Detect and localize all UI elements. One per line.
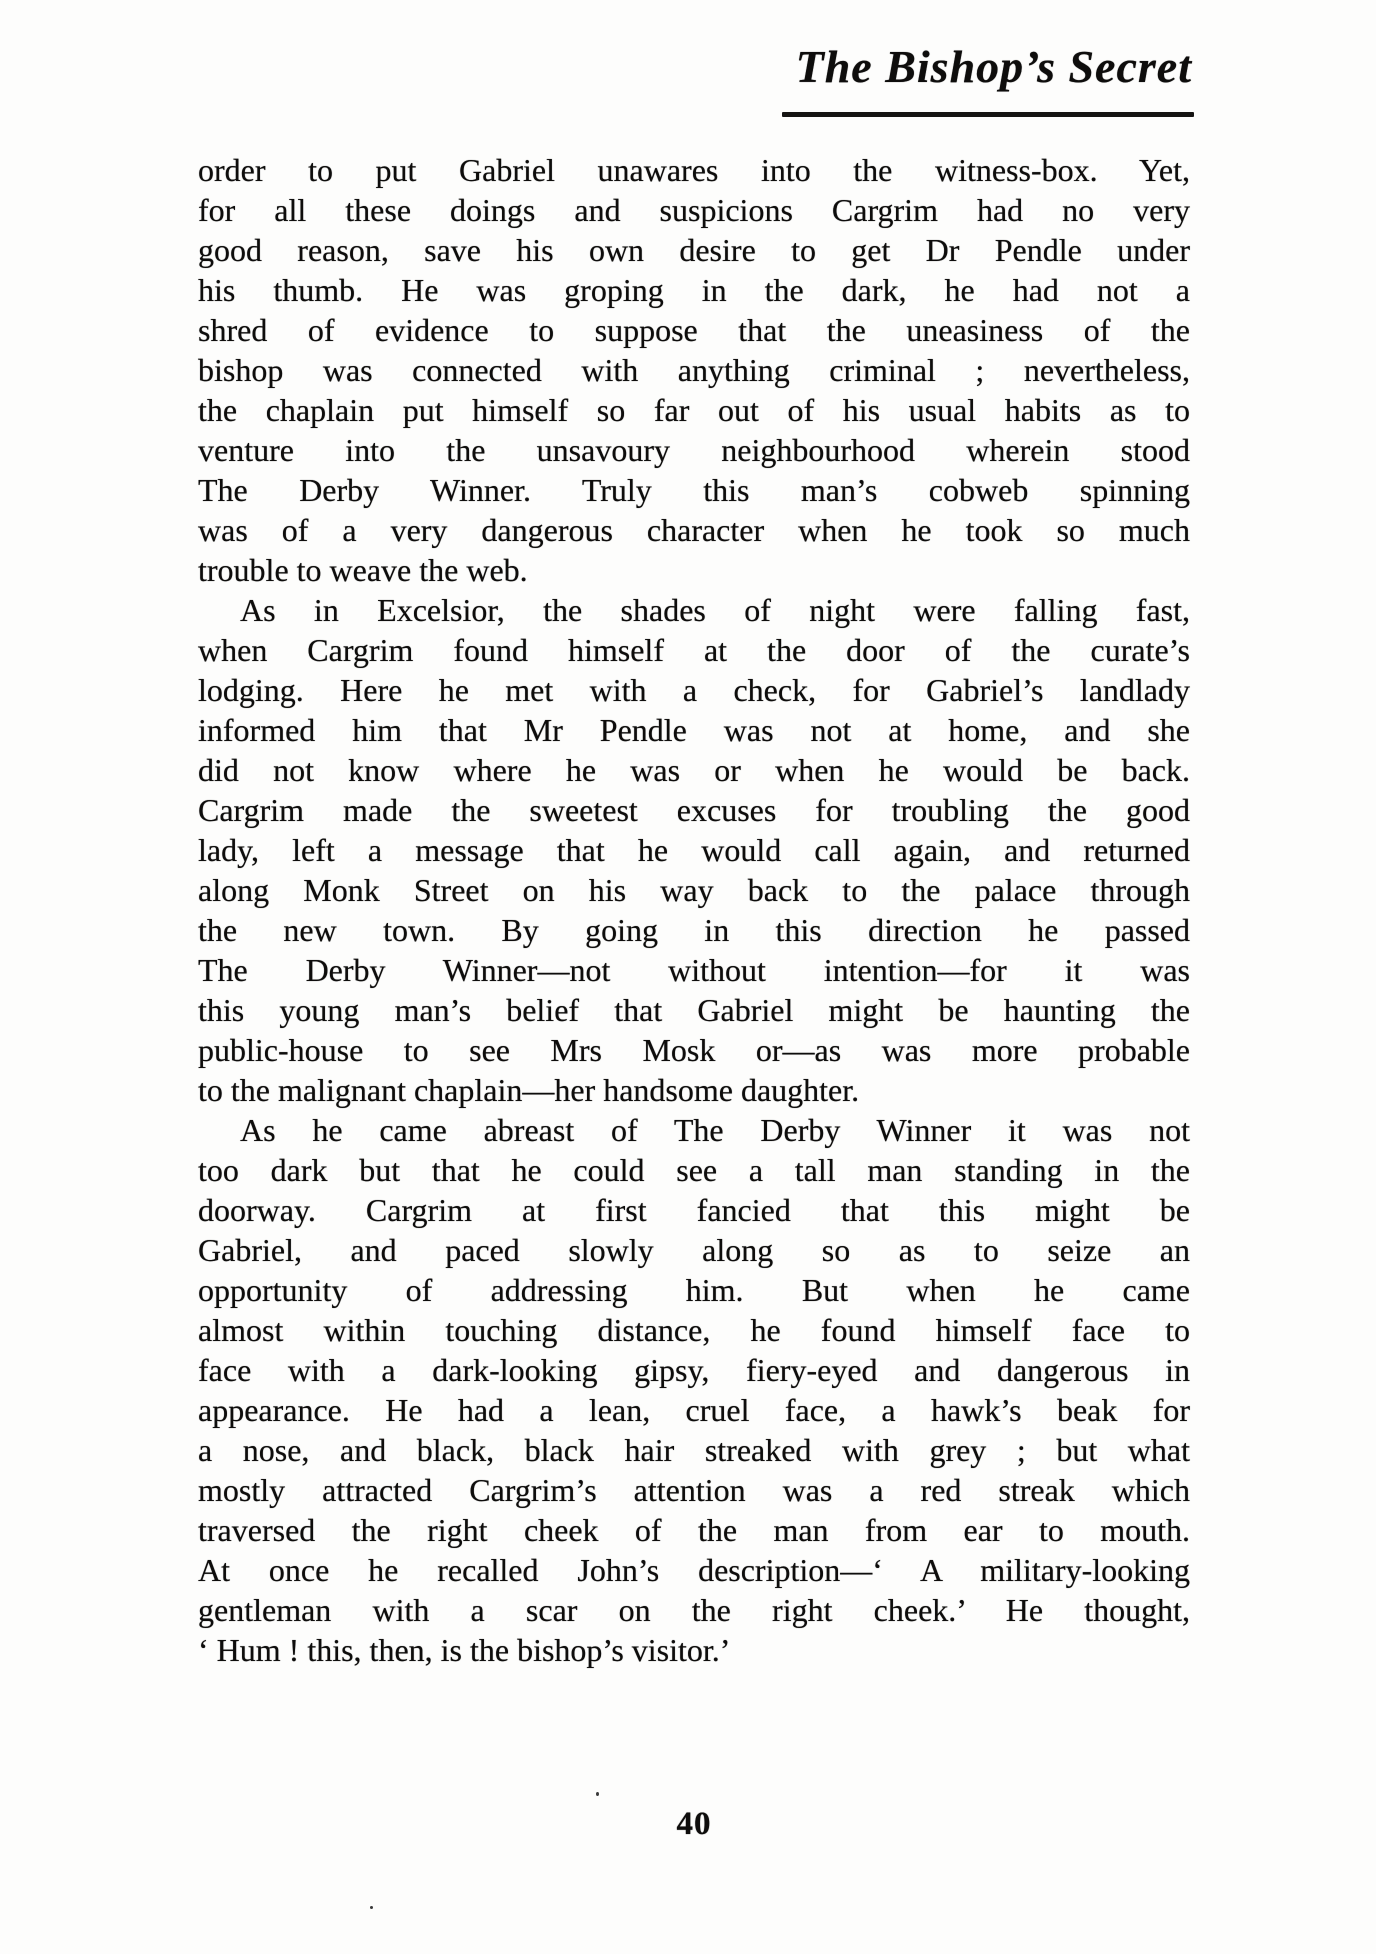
text-line: did not know where he was or when he would be back. (198, 752, 1190, 788)
text-line: doorway. Cargrim at first fancied that this might be (198, 1192, 1190, 1228)
text-line: Gabriel, and paced slowly along so as to seize an (198, 1232, 1190, 1268)
text-line: to the malignant chaplain—her handsome daughter. (198, 1072, 860, 1108)
text-line: lodging. Here he met with a check, for Gabriel’s landlady (198, 672, 1190, 708)
paragraph (198, 1110, 1190, 1670)
text-line: traversed the right cheek of the man from ear to mouth. (198, 1512, 1190, 1548)
text-line: As he came abreast of The Derby Winner it was not (240, 1112, 1190, 1148)
text-line: Cargrim made the sweetest excuses for troubling the good (198, 792, 1190, 828)
text-line: shred of evidence to suppose that the uneasiness of the (198, 312, 1190, 348)
text-line: trouble to weave the web. (198, 552, 528, 588)
text-line: ‘ Hum ! this, then, is the bishop’s visitor.’ (198, 1632, 731, 1668)
text-line: face with a dark-looking gipsy, fiery-eyed and dangerous in (198, 1352, 1190, 1388)
text-line: good reason, save his own desire to get Dr Pendle under (198, 232, 1190, 268)
text-line: too dark but that he could see a tall man standing in the (198, 1152, 1190, 1188)
text-line: almost within touching distance, he found himself face to (198, 1312, 1190, 1348)
page-number: 40 (676, 1806, 712, 1842)
text-line: As in Excelsior, the shades of night were falling fast, (240, 592, 1190, 628)
text-line: order to put Gabriel unawares into the witness-box. Yet, (198, 152, 1190, 188)
text-line: a nose, and black, black hair streaked with grey ; but what (198, 1432, 1190, 1468)
text-line: venture into the unsavoury neighbourhood wherein stood (198, 432, 1190, 468)
text-line: lady, left a message that he would call again, and returned (198, 832, 1190, 868)
text-line: The Derby Winner—not without intention—for it was (198, 952, 1190, 988)
text-line: when Cargrim found himself at the door of the curate’s (198, 632, 1190, 668)
text-line: this young man’s belief that Gabriel might be haunting the (198, 992, 1190, 1028)
text-line: At once he recalled John’s description—‘ A military-looking (198, 1552, 1190, 1588)
text-line: bishop was connected with anything criminal ; nevertheless, (198, 352, 1190, 388)
text-line: for all these doings and suspicions Cargrim had no very (198, 192, 1190, 228)
text-line: informed him that Mr Pendle was not at home, and she (198, 712, 1190, 748)
text-line: appearance. He had a lean, cruel face, a hawk’s beak for (198, 1392, 1190, 1428)
text-line: The Derby Winner. Truly this man’s cobweb spinning (198, 472, 1190, 508)
paragraph (198, 590, 1190, 1110)
text-line: mostly attracted Cargrim’s attention was a red streak which (198, 1472, 1190, 1508)
running-header (796, 40, 1192, 93)
text-line: his thumb. He was groping in the dark, he had not a (198, 272, 1190, 308)
text-block (198, 150, 1190, 1670)
text-line: along Monk Street on his way back to the palace through (198, 872, 1190, 908)
text-line: the chaplain put himself so far out of his usual habits as to (198, 392, 1190, 428)
paragraph (198, 150, 1190, 590)
scan-speck (370, 1906, 373, 1909)
text-line: public-house to see Mrs Mosk or—as was more probable (198, 1032, 1190, 1068)
text-line: gentleman with a scar on the right cheek.’ He thought, (198, 1592, 1190, 1628)
text-line: the new town. By going in this direction he passed (198, 912, 1190, 948)
running-header-title: The Bishop’s Secret (795, 41, 1192, 92)
text-line: opportunity of addressing him. But when he came (198, 1272, 1190, 1308)
scan-speck (596, 1792, 599, 1796)
text-line: was of a very dangerous character when he took so much (198, 512, 1190, 548)
header-rule (782, 112, 1194, 117)
